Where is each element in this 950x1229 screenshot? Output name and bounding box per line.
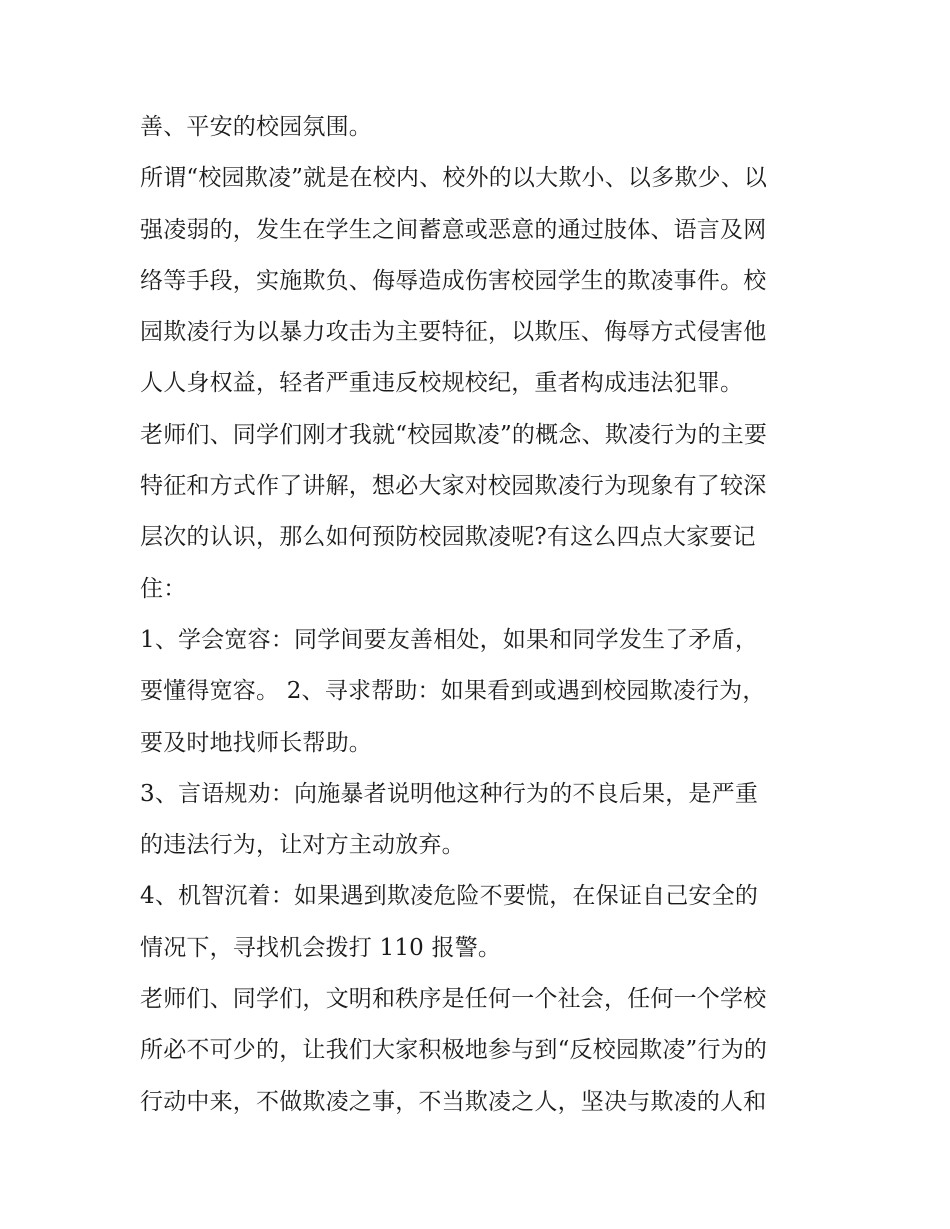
- list-item-2: 要懂得宽容。 2、寻求帮助：如果看到或遇到校园欺凌行为，: [140, 678, 766, 705]
- list-item-4: 4、机智沉着：如果遇到欺凌危险不要慌，在保证自己安全的: [140, 883, 759, 910]
- text-line: 所必不可少的，让我们大家积极地参与到“反校园欺凌”行为的: [140, 1037, 768, 1064]
- text-line: 所谓“校园欺凌”就是在校内、校外的以大欺小、以多欺少、以: [140, 165, 768, 192]
- text-line: 人人身权益，轻者严重违反校规校纪，重者构成违法犯罪。: [140, 370, 744, 397]
- text-line: 络等手段，实施欺负、侮辱造成伤害校园学生的欺凌事件。校: [140, 267, 767, 294]
- text-line: 的违法行为，让对方主动放弃。: [140, 832, 465, 859]
- text-line: 强凌弱的，发生在学生之间蓄意或恶意的通过肢体、语言及网: [140, 216, 767, 243]
- text-line: 住：: [140, 575, 187, 602]
- text-line: 老师们、同学们刚才我就“校园欺凌”的概念、欺凌行为的主要: [140, 421, 768, 448]
- text-line: 老师们、同学们，文明和秩序是任何一个社会，任何一个学校: [140, 986, 767, 1013]
- text-line: 特征和方式作了讲解，想必大家对校园欺凌行为现象有了较深: [140, 473, 767, 500]
- text-line: 行动中来，不做欺凌之事，不当欺凌之人，坚决与欺凌的人和: [140, 1088, 767, 1115]
- text-line: 善、平安的校园氛围。: [140, 114, 372, 140]
- list-item-3: 3、言语规劝：向施暴者说明他这种行为的不良后果，是严重: [140, 780, 759, 807]
- text-line: 要及时地找师长帮助。: [140, 729, 372, 756]
- text-line: 层次的认识，那么如何预防校园欺凌呢?有这么四点大家要记: [140, 524, 756, 551]
- text-line: 园欺凌行为以暴力攻击为主要特征，以欺压、侮辱方式侵害他: [140, 319, 767, 346]
- text-line: 情况下，寻找机会拨打 110 报警。: [140, 934, 502, 961]
- body-text: [140, 107, 820, 1133]
- list-item-1: 1、学会宽容：同学间要友善相处，如果和同学发生了矛盾，: [140, 626, 759, 653]
